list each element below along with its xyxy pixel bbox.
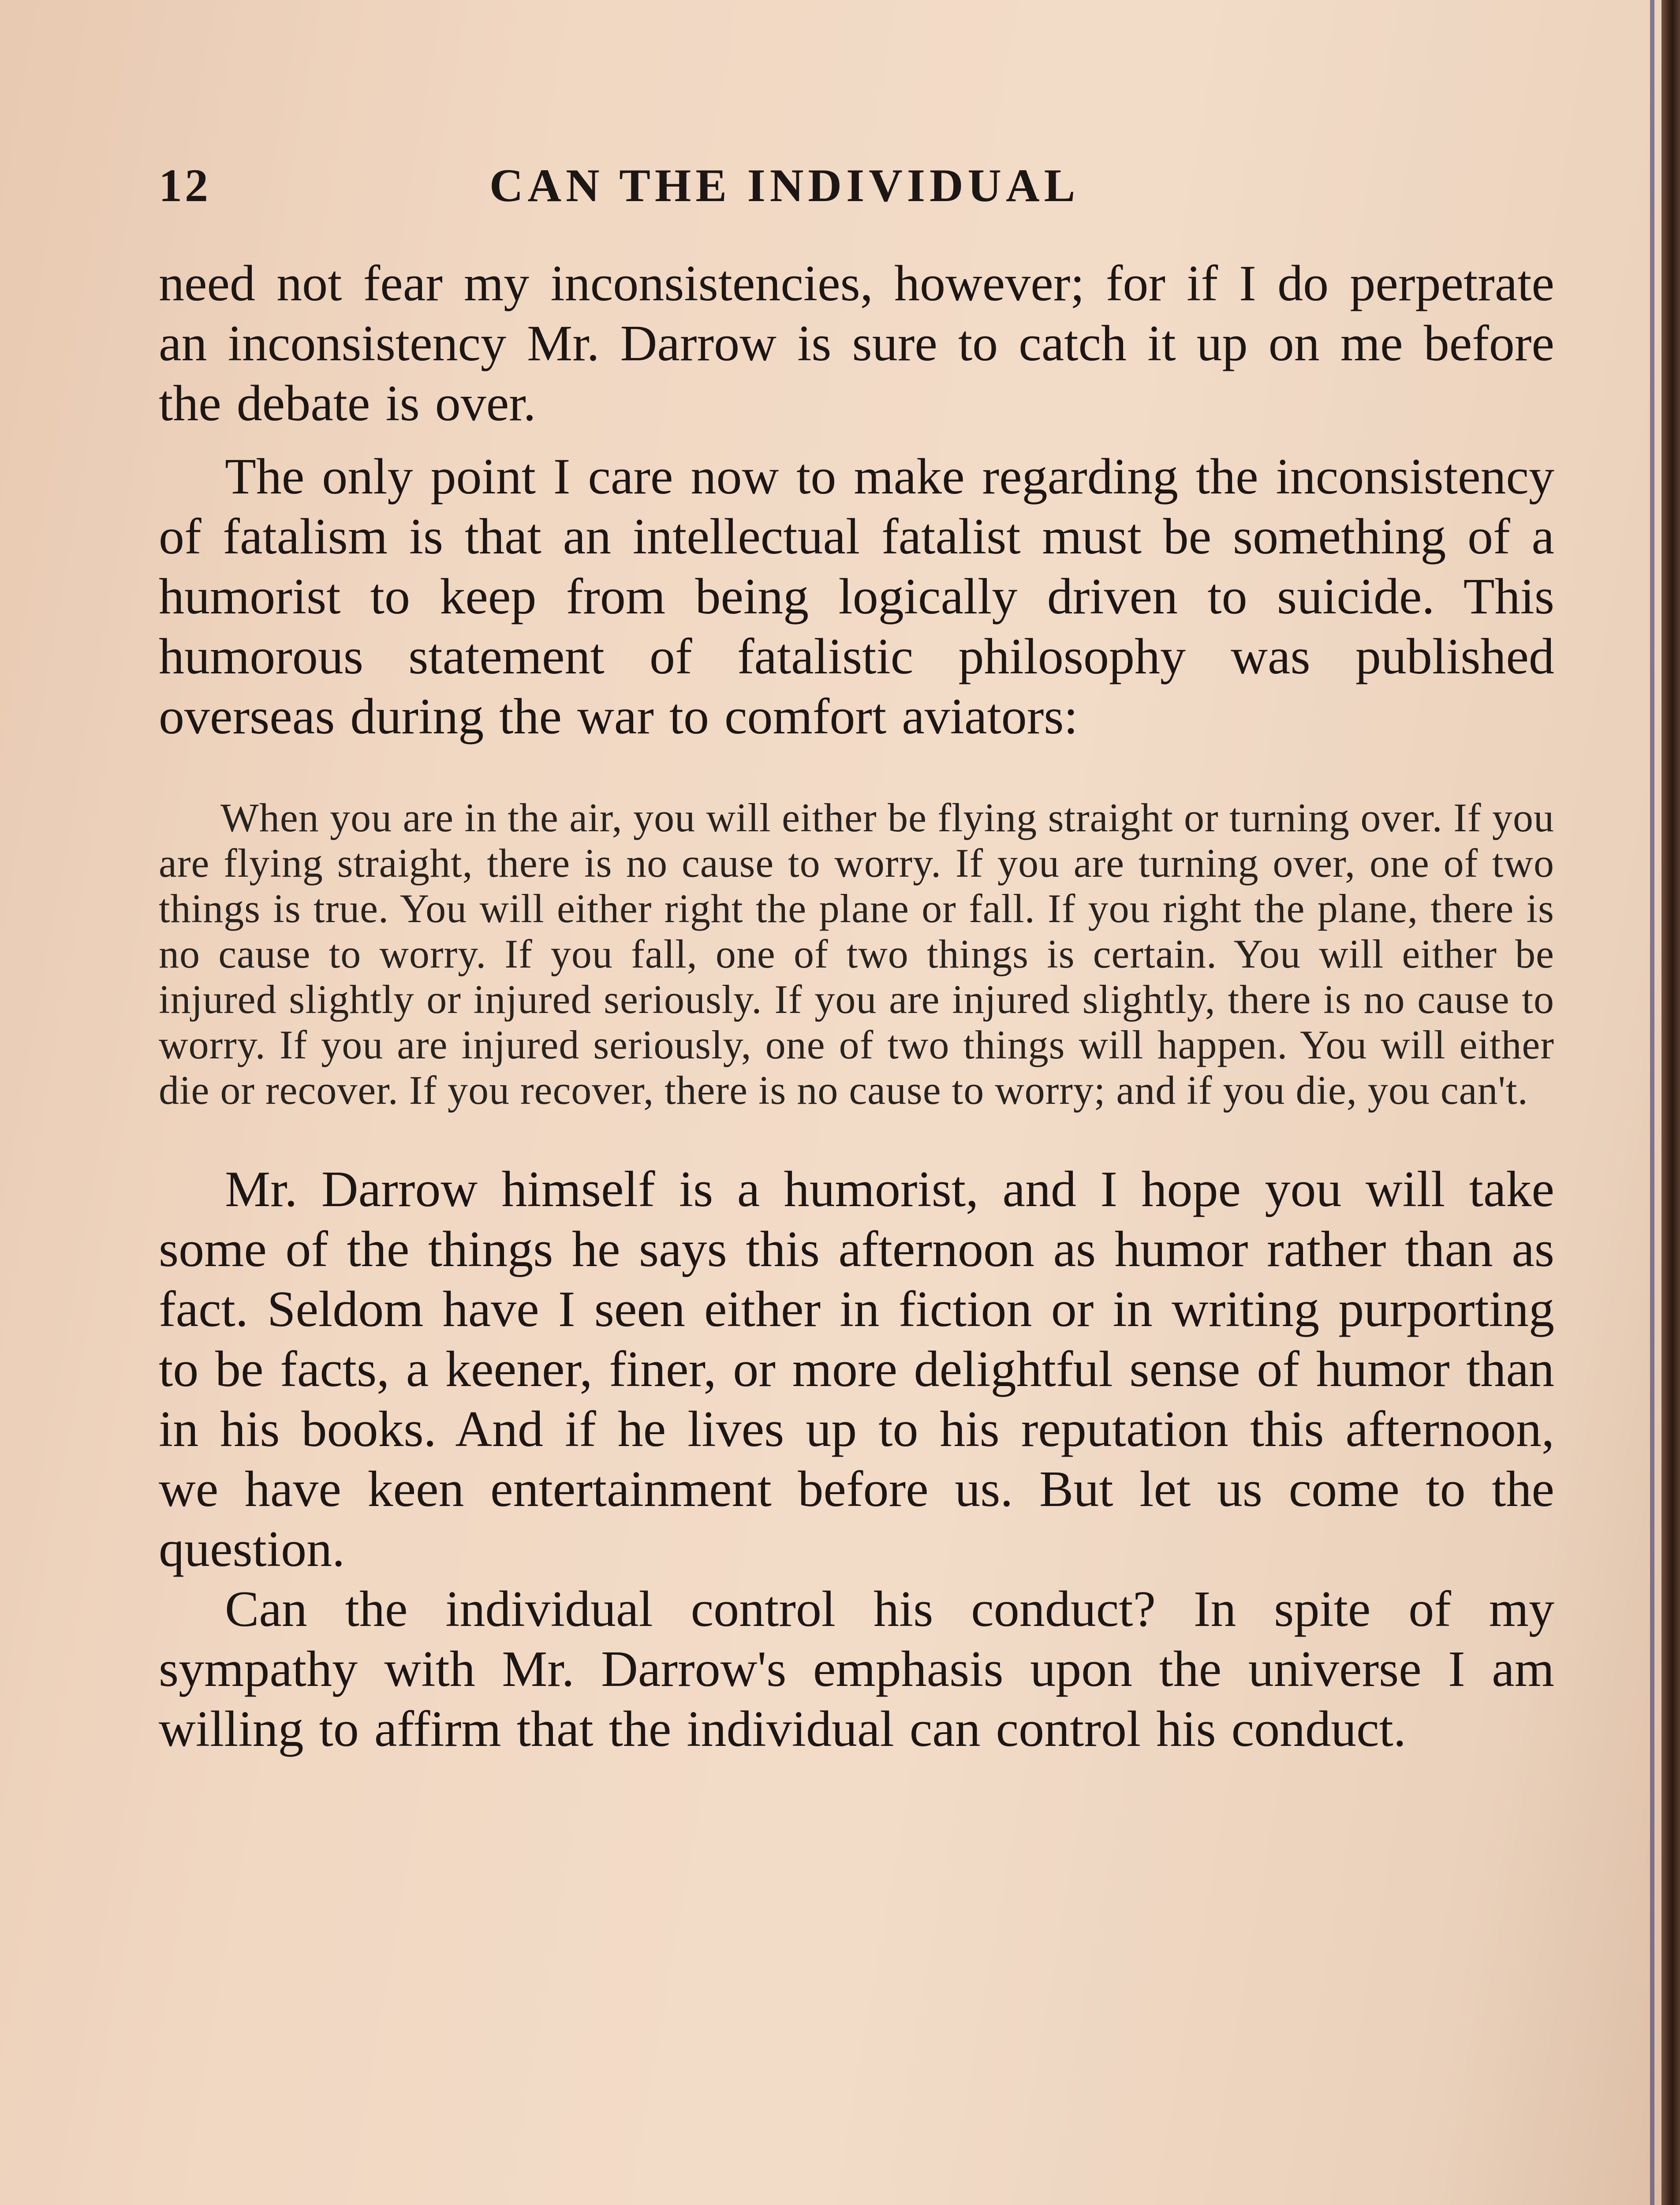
running-title: CAN THE INDIVIDUAL: [489, 160, 1080, 211]
page-number: 12: [159, 160, 211, 211]
paragraph-humorist: Mr. Darrow himself is a humorist, and I hope you will take some of the things he says this afternoon as humor rather than as fact. Seldom have I seen either in fiction or in writing purporting to be facts, a keener, finer, or more delightful sense of humor than in his books. And if he lives up to his reputation this afternoon, we have keen entertainment before us. But let us come to the question.: [159, 1161, 1554, 1577]
paragraph-gap: [159, 434, 1554, 447]
paragraph-question: Can the individual control his conduct? In spite of my sympathy with Mr. Darrow's emphasis upon the universe I am willing to affirm that the individual can control his conduct.: [159, 1581, 1554, 1757]
block-quote: When you are in the air, you will either be flying straight or turning over. If you are flying straight, there is no cause to worry. If you are turning over, one of two things is true. You will either right the plane or fall. If you right the plane, there is no cause to worry. If you fall, one of two things is certain. You will either be injured slightly or injured seriously. If you are injured slightly, there is no cause to worry. If you are injured seriously, one of two things will happen. You will either die or recover. If you recover, there is no cause to worry; and if you die, you can't.: [159, 795, 1554, 1113]
paragraph-continuation: need not fear my inconsistencies, however; for if I do perpetrate an inconsistency Mr. Darrow is sure to catch it up on me before the debate is over.: [159, 255, 1554, 432]
body-text: [159, 254, 1554, 1759]
running-head: [159, 159, 1554, 220]
quote-gap-bottom: [159, 1113, 1554, 1159]
quote-gap-top: [159, 747, 1554, 795]
paragraph-fatalism: The only point I care now to make regarding the inconsistency of fatalism is that an intellectual fatalist must be something of a humorist to keep from being logically driven to suicide. This humorous statement of fatalistic philosophy was published overseas during the war to comfort aviators:: [159, 448, 1554, 745]
page-binding-line: [1650, 0, 1654, 2205]
page-edge: [1661, 0, 1680, 2205]
